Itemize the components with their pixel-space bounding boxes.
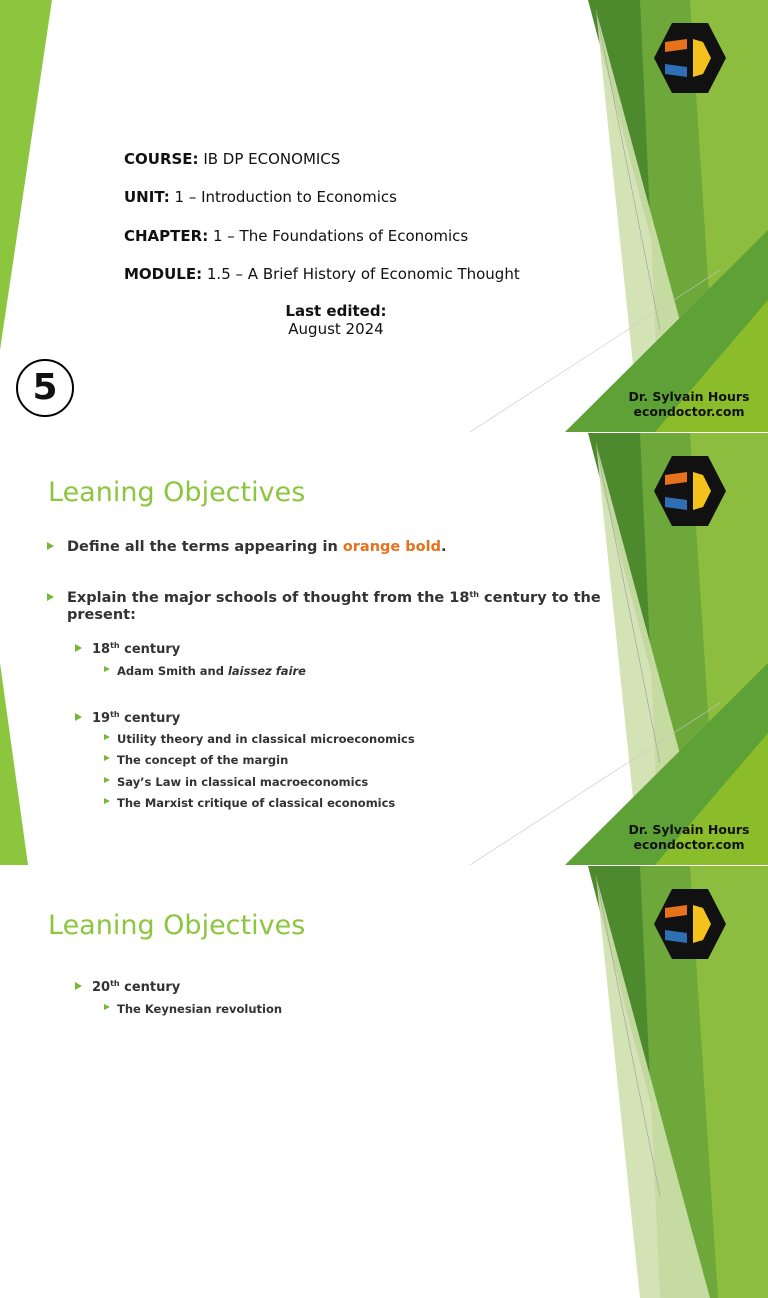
list-item: The Keynesian revolution — [117, 1002, 283, 1016]
list-item: Utility theory and in classical microeconomics — [117, 732, 415, 746]
number-badge: 5 — [16, 359, 74, 417]
objective-explain-schools-cont: present: — [67, 607, 136, 623]
objectives-slide-1 — [0, 433, 768, 865]
list-item: Adam Smith and laissez faire — [117, 664, 306, 678]
econdoctor-logo-icon — [653, 22, 727, 94]
objectives-slide-2 — [0, 866, 768, 1298]
bullet-arrow-icon — [104, 1004, 110, 1010]
author-credit — [610, 389, 768, 419]
objective-explain-schools: Explain the major schools of thought from the 18th century to the — [67, 590, 601, 606]
author-credit — [610, 822, 768, 852]
bullet-arrow-icon — [75, 713, 82, 721]
list-item: The Marxist critique of classical economics — [117, 796, 396, 810]
econdoctor-logo-icon — [653, 888, 727, 960]
bullet-arrow-icon — [75, 644, 82, 652]
author-site: econdoctor.com — [633, 404, 745, 419]
chapter-line: CHAPTER: 1 – The Foundations of Economics — [124, 227, 469, 245]
list-item: The concept of the margin — [117, 753, 289, 767]
econdoctor-logo-icon — [653, 455, 727, 527]
slide-title: Leaning Objectives — [48, 477, 306, 508]
bullet-arrow-icon — [47, 542, 54, 550]
slide-title: Leaning Objectives — [48, 910, 306, 941]
last-edited-label: Last edited: — [285, 302, 387, 320]
list-item: Say’s Law in classical macroeconomics — [117, 775, 369, 789]
century-20-heading: 20th century — [92, 979, 181, 995]
last-edited-date: August 2024 — [288, 320, 384, 338]
bullet-arrow-icon — [104, 798, 110, 804]
bullet-arrow-icon — [104, 666, 110, 672]
bullet-arrow-icon — [104, 755, 110, 761]
course-line: COURSE: IB DP ECONOMICS — [124, 150, 341, 168]
bullet-arrow-icon — [75, 982, 82, 990]
bullet-arrow-icon — [104, 777, 110, 783]
author-name: Dr. Sylvain Hours — [628, 822, 750, 837]
author-site: econdoctor.com — [633, 837, 745, 852]
objective-define-terms: Define all the terms appearing in orange bold. — [67, 539, 447, 555]
last-edited — [230, 302, 442, 338]
author-name: Dr. Sylvain Hours — [628, 389, 750, 404]
century-18-heading: 18th century — [92, 641, 181, 657]
unit-line: UNIT: 1 – Introduction to Economics — [124, 188, 397, 206]
cover-slide — [0, 0, 768, 432]
century-19-heading: 19th century — [92, 710, 181, 726]
module-line: MODULE: 1.5 – A Brief History of Economic Thought — [124, 265, 520, 283]
bullet-arrow-icon — [47, 593, 54, 601]
bullet-arrow-icon — [104, 734, 110, 740]
